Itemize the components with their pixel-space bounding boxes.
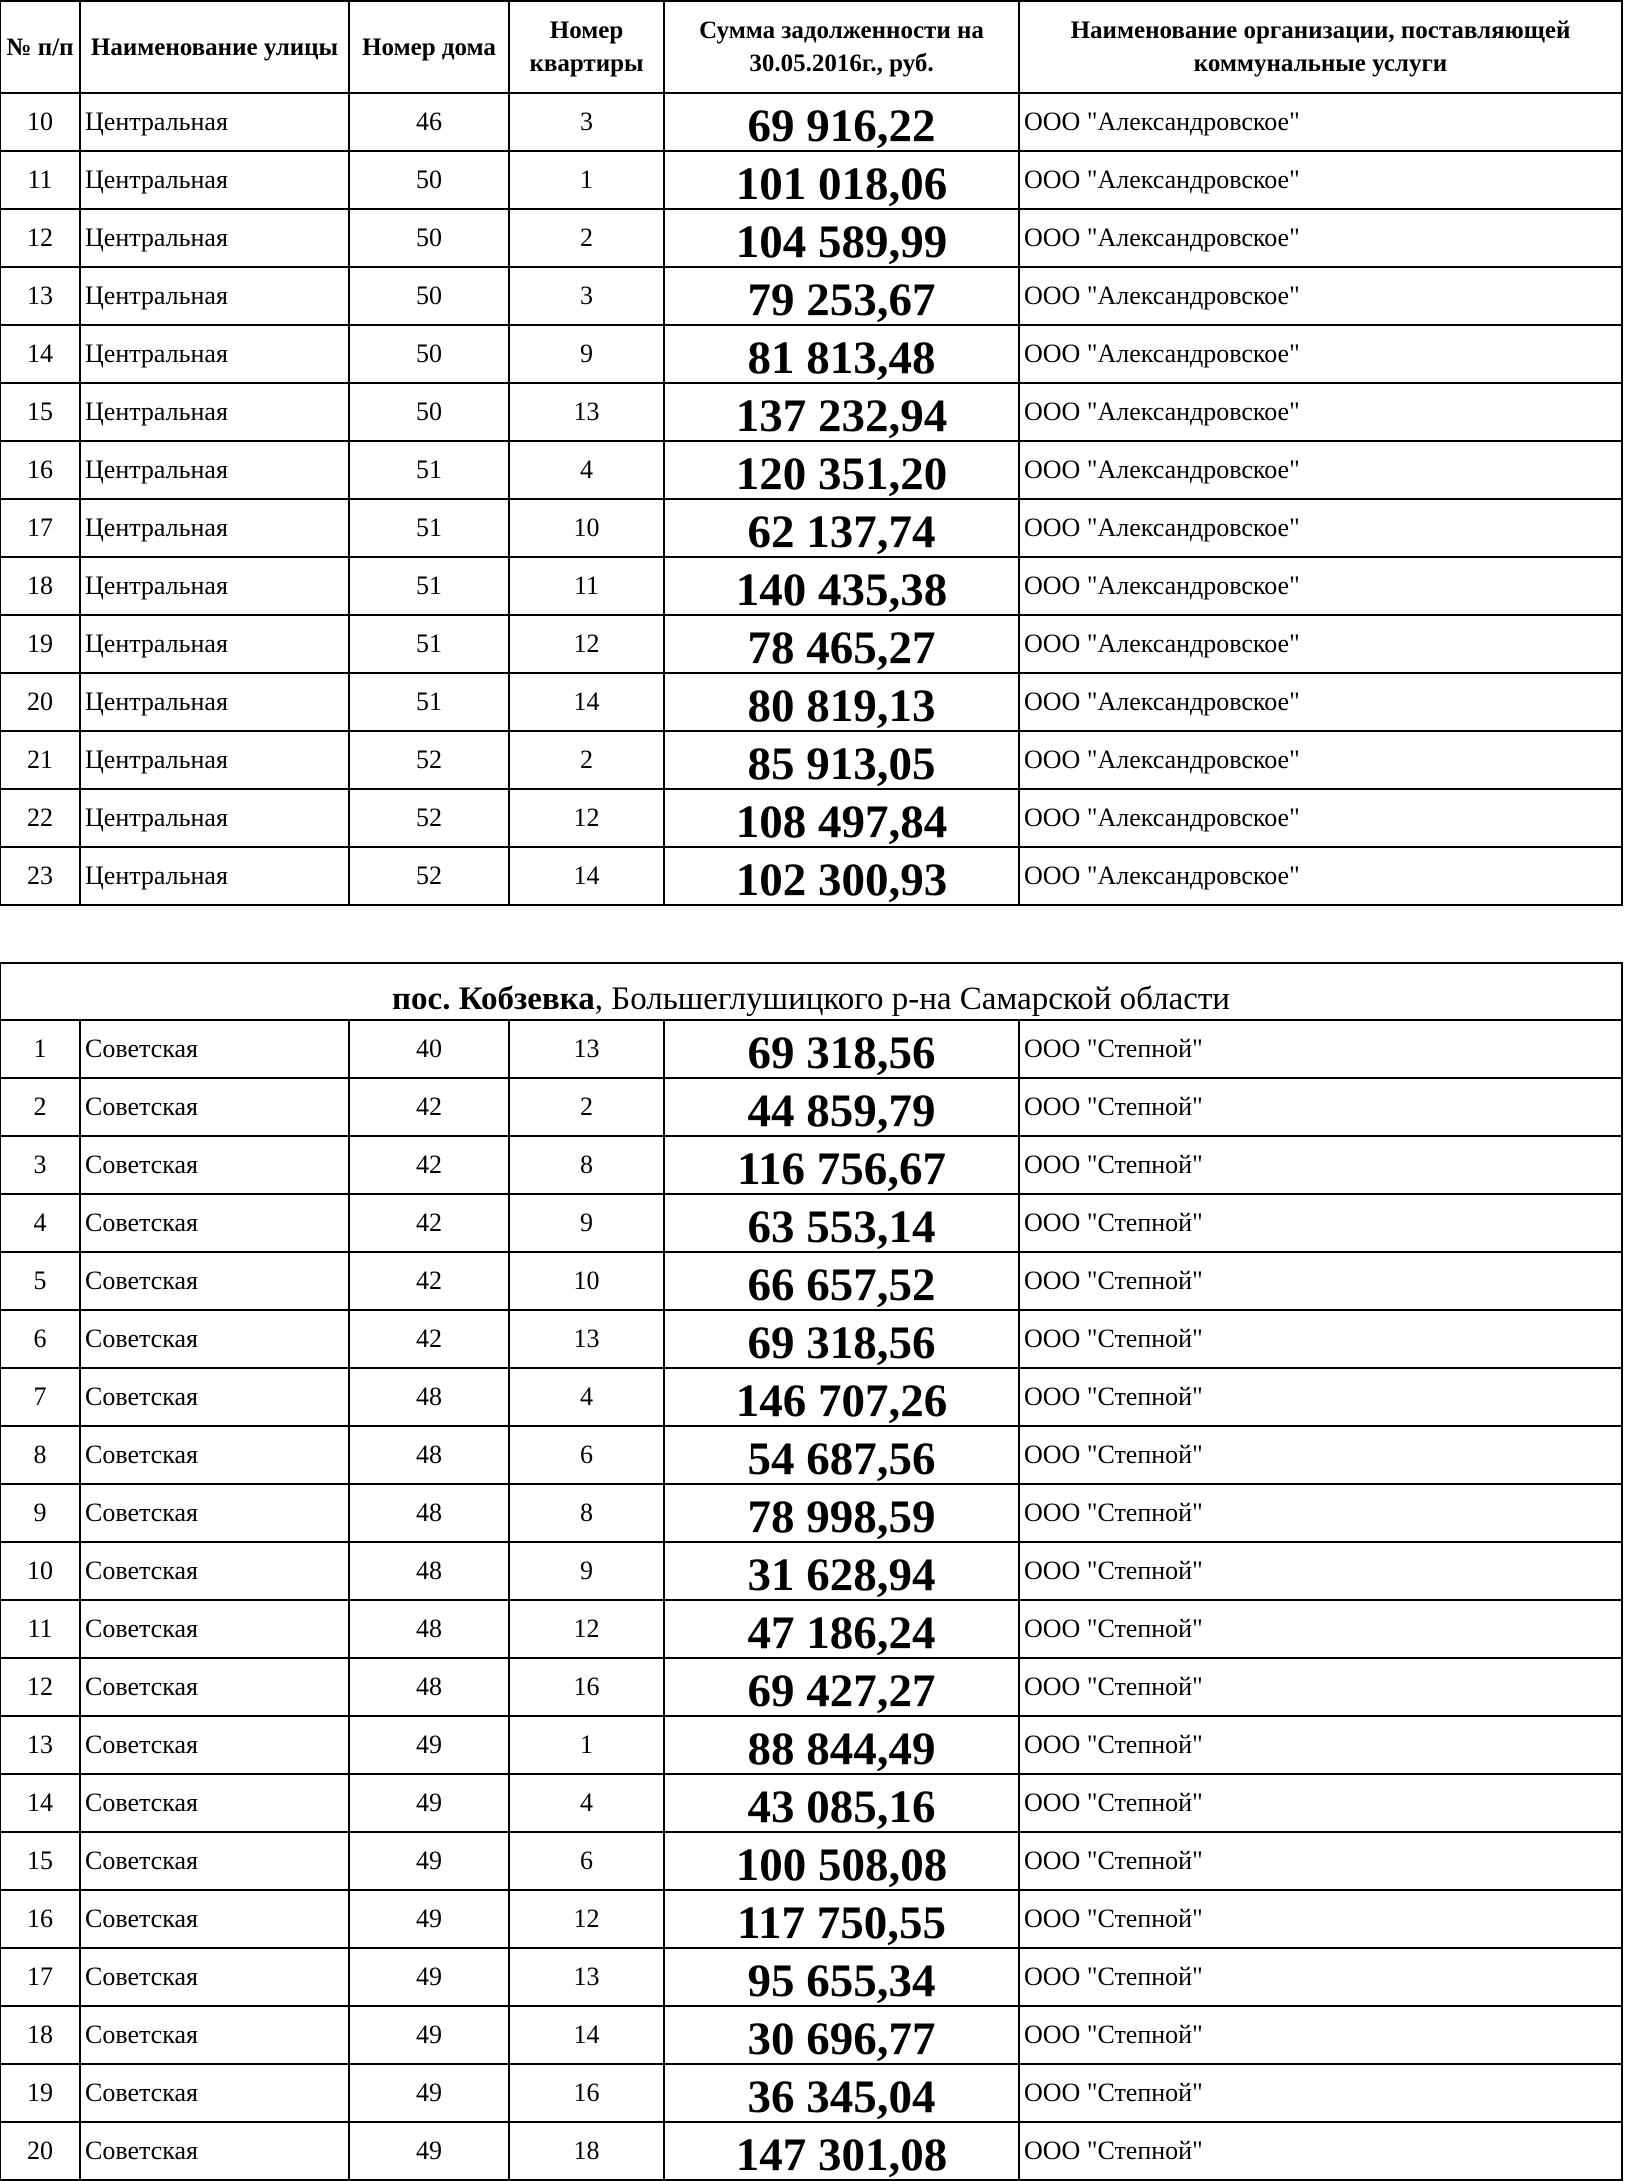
organization-name: ООО "Александровское" xyxy=(1019,847,1622,905)
organization-name: ООО "Александровское" xyxy=(1019,673,1622,731)
row-number: 3 xyxy=(0,1136,80,1194)
house-number: 50 xyxy=(349,267,509,325)
table-row xyxy=(0,325,1622,383)
street-name: Центральная xyxy=(80,151,349,209)
section-title xyxy=(0,963,1622,1020)
organization-name: ООО "Степной" xyxy=(1019,1426,1622,1484)
row-number: 11 xyxy=(0,151,80,209)
street-name: Советская xyxy=(80,1542,349,1600)
house-number: 51 xyxy=(349,441,509,499)
table-row xyxy=(0,151,1622,209)
house-number: 48 xyxy=(349,1542,509,1600)
row-number: 6 xyxy=(0,1310,80,1368)
street-name: Советская xyxy=(80,2064,349,2122)
street-name: Центральная xyxy=(80,383,349,441)
row-number: 13 xyxy=(0,267,80,325)
table-row xyxy=(0,499,1622,557)
table-row xyxy=(0,1136,1622,1194)
organization-name: ООО "Степной" xyxy=(1019,1832,1622,1890)
row-number: 14 xyxy=(0,1774,80,1832)
row-number: 18 xyxy=(0,557,80,615)
row-number: 18 xyxy=(0,2006,80,2064)
house-number: 50 xyxy=(349,209,509,267)
organization-name: ООО "Степной" xyxy=(1019,1890,1622,1948)
table1-body xyxy=(0,93,1622,905)
house-number: 49 xyxy=(349,2122,509,2180)
street-name: Советская xyxy=(80,1658,349,1716)
street-name: Советская xyxy=(80,1774,349,1832)
apartment-number: 9 xyxy=(509,1194,664,1252)
table-row xyxy=(0,847,1622,905)
debt-amount: 120 351,20 xyxy=(664,441,1019,499)
debt-amount: 47 186,24 xyxy=(664,1600,1019,1658)
organization-name: ООО "Степной" xyxy=(1019,2064,1622,2122)
street-name: Центральная xyxy=(80,789,349,847)
apartment-number: 14 xyxy=(509,673,664,731)
street-name: Центральная xyxy=(80,615,349,673)
house-number: 48 xyxy=(349,1600,509,1658)
organization-name: ООО "Александровское" xyxy=(1019,731,1622,789)
row-number: 20 xyxy=(0,2122,80,2180)
table-row xyxy=(0,1426,1622,1484)
debt-amount: 79 253,67 xyxy=(664,267,1019,325)
street-name: Центральная xyxy=(80,731,349,789)
street-name: Советская xyxy=(80,2122,349,2180)
organization-name: ООО "Александровское" xyxy=(1019,325,1622,383)
table-row xyxy=(0,383,1622,441)
apartment-number: 10 xyxy=(509,499,664,557)
house-number: 42 xyxy=(349,1194,509,1252)
table-row xyxy=(0,93,1622,151)
organization-name: ООО "Степной" xyxy=(1019,1600,1622,1658)
row-number: 19 xyxy=(0,2064,80,2122)
row-number: 5 xyxy=(0,1252,80,1310)
table-row xyxy=(0,615,1622,673)
row-number: 17 xyxy=(0,499,80,557)
street-name: Советская xyxy=(80,1368,349,1426)
organization-name: ООО "Степной" xyxy=(1019,1542,1622,1600)
apartment-number: 14 xyxy=(509,847,664,905)
street-name: Советская xyxy=(80,1252,349,1310)
organization-name: ООО "Степной" xyxy=(1019,1484,1622,1542)
apartment-number: 4 xyxy=(509,441,664,499)
street-name: Центральная xyxy=(80,557,349,615)
organization-name: ООО "Степной" xyxy=(1019,1948,1622,2006)
house-number: 49 xyxy=(349,2064,509,2122)
organization-name: ООО "Александровское" xyxy=(1019,441,1622,499)
apartment-number: 8 xyxy=(509,1136,664,1194)
table-gap xyxy=(0,906,1626,962)
apartment-number: 13 xyxy=(509,383,664,441)
organization-name: ООО "Александровское" xyxy=(1019,615,1622,673)
street-name: Советская xyxy=(80,1600,349,1658)
table-row xyxy=(0,557,1622,615)
house-number: 49 xyxy=(349,2006,509,2064)
organization-name: ООО "Александровское" xyxy=(1019,267,1622,325)
organization-name: ООО "Степной" xyxy=(1019,1774,1622,1832)
table-row xyxy=(0,1716,1622,1774)
debt-amount: 69 318,56 xyxy=(664,1310,1019,1368)
debt-amount: 78 465,27 xyxy=(664,615,1019,673)
street-name: Советская xyxy=(80,1136,349,1194)
house-number: 51 xyxy=(349,615,509,673)
organization-name: ООО "Степной" xyxy=(1019,2122,1622,2180)
table-row xyxy=(0,1368,1622,1426)
row-number: 15 xyxy=(0,1832,80,1890)
debt-amount: 95 655,34 xyxy=(664,1948,1019,2006)
debt-amount: 108 497,84 xyxy=(664,789,1019,847)
street-name: Центральная xyxy=(80,209,349,267)
table-row xyxy=(0,2064,1622,2122)
table-row xyxy=(0,1542,1622,1600)
table-row xyxy=(0,1658,1622,1716)
apartment-number: 2 xyxy=(509,209,664,267)
table-row xyxy=(0,1310,1622,1368)
row-number: 15 xyxy=(0,383,80,441)
table-row xyxy=(0,1252,1622,1310)
house-number: 49 xyxy=(349,1948,509,2006)
row-number: 12 xyxy=(0,1658,80,1716)
apartment-number: 6 xyxy=(509,1832,664,1890)
house-number: 50 xyxy=(349,151,509,209)
house-number: 49 xyxy=(349,1832,509,1890)
table-header-row xyxy=(0,1,1622,93)
row-number: 4 xyxy=(0,1194,80,1252)
house-number: 48 xyxy=(349,1368,509,1426)
street-name: Советская xyxy=(80,1484,349,1542)
apartment-number: 13 xyxy=(509,1948,664,2006)
house-number: 52 xyxy=(349,847,509,905)
row-number: 8 xyxy=(0,1426,80,1484)
debt-amount: 66 657,52 xyxy=(664,1252,1019,1310)
table-row xyxy=(0,1020,1622,1078)
apartment-number: 12 xyxy=(509,1600,664,1658)
apartment-number: 16 xyxy=(509,1658,664,1716)
house-number: 46 xyxy=(349,93,509,151)
street-name: Советская xyxy=(80,1890,349,1948)
table-row xyxy=(0,1832,1622,1890)
row-number: 23 xyxy=(0,847,80,905)
row-number: 21 xyxy=(0,731,80,789)
table-row xyxy=(0,731,1622,789)
street-name: Центральная xyxy=(80,847,349,905)
header-organization: Наименование организации, поставляющей коммунальные услуги xyxy=(1019,1,1622,93)
apartment-number: 4 xyxy=(509,1774,664,1832)
organization-name: ООО "Александровское" xyxy=(1019,383,1622,441)
header-street: Наименование улицы xyxy=(80,1,349,93)
house-number: 50 xyxy=(349,325,509,383)
organization-name: ООО "Александровское" xyxy=(1019,93,1622,151)
section-title-rest: , Большеглушицкого р-на Самарской области xyxy=(594,981,1230,1017)
table-row xyxy=(0,267,1622,325)
table-row xyxy=(0,2122,1622,2180)
apartment-number: 4 xyxy=(509,1368,664,1426)
header-apartment: Номер квартиры xyxy=(509,1,664,93)
row-number: 13 xyxy=(0,1716,80,1774)
debt-amount: 36 345,04 xyxy=(664,2064,1019,2122)
debt-amount: 69 318,56 xyxy=(664,1020,1019,1078)
apartment-number: 14 xyxy=(509,2006,664,2064)
table-row xyxy=(0,2006,1622,2064)
debt-amount: 78 998,59 xyxy=(664,1484,1019,1542)
organization-name: ООО "Степной" xyxy=(1019,1078,1622,1136)
debt-amount: 81 813,48 xyxy=(664,325,1019,383)
street-name: Центральная xyxy=(80,673,349,731)
debt-amount: 117 750,55 xyxy=(664,1890,1019,1948)
street-name: Советская xyxy=(80,1310,349,1368)
table-row xyxy=(0,441,1622,499)
row-number: 19 xyxy=(0,615,80,673)
apartment-number: 10 xyxy=(509,1252,664,1310)
organization-name: ООО "Степной" xyxy=(1019,1194,1622,1252)
apartment-number: 9 xyxy=(509,1542,664,1600)
organization-name: ООО "Степной" xyxy=(1019,1716,1622,1774)
table-row xyxy=(0,1600,1622,1658)
debt-amount: 116 756,67 xyxy=(664,1136,1019,1194)
row-number: 7 xyxy=(0,1368,80,1426)
row-number: 16 xyxy=(0,1890,80,1948)
house-number: 52 xyxy=(349,731,509,789)
debt-amount: 54 687,56 xyxy=(664,1426,1019,1484)
house-number: 42 xyxy=(349,1252,509,1310)
row-number: 10 xyxy=(0,93,80,151)
street-name: Центральная xyxy=(80,325,349,383)
debt-amount: 146 707,26 xyxy=(664,1368,1019,1426)
debt-amount: 43 085,16 xyxy=(664,1774,1019,1832)
house-number: 49 xyxy=(349,1716,509,1774)
table-row xyxy=(0,209,1622,267)
apartment-number: 1 xyxy=(509,1716,664,1774)
house-number: 50 xyxy=(349,383,509,441)
house-number: 42 xyxy=(349,1310,509,1368)
house-number: 48 xyxy=(349,1426,509,1484)
organization-name: ООО "Степной" xyxy=(1019,1252,1622,1310)
house-number: 49 xyxy=(349,1774,509,1832)
header-num: № п/п xyxy=(0,1,80,93)
section-title-row xyxy=(0,963,1622,1020)
debt-amount: 147 301,08 xyxy=(664,2122,1019,2180)
debt-amount: 85 913,05 xyxy=(664,731,1019,789)
apartment-number: 6 xyxy=(509,1426,664,1484)
house-number: 51 xyxy=(349,499,509,557)
row-number: 2 xyxy=(0,1078,80,1136)
row-number: 9 xyxy=(0,1484,80,1542)
house-number: 42 xyxy=(349,1136,509,1194)
organization-name: ООО "Александровское" xyxy=(1019,151,1622,209)
section-title-bold: пос. Кобзевка xyxy=(392,981,595,1017)
debt-table-kobzevka xyxy=(0,962,1623,2181)
debt-amount: 100 508,08 xyxy=(664,1832,1019,1890)
street-name: Центральная xyxy=(80,441,349,499)
debt-amount: 140 435,38 xyxy=(664,557,1019,615)
table-row xyxy=(0,789,1622,847)
organization-name: ООО "Александровское" xyxy=(1019,789,1622,847)
header-house: Номер дома xyxy=(349,1,509,93)
house-number: 51 xyxy=(349,557,509,615)
street-name: Центральная xyxy=(80,499,349,557)
street-name: Советская xyxy=(80,1716,349,1774)
debt-amount: 102 300,93 xyxy=(664,847,1019,905)
debt-table xyxy=(0,0,1623,906)
table-row xyxy=(0,1078,1622,1136)
debt-amount: 62 137,74 xyxy=(664,499,1019,557)
apartment-number: 8 xyxy=(509,1484,664,1542)
organization-name: ООО "Александровское" xyxy=(1019,499,1622,557)
apartment-number: 11 xyxy=(509,557,664,615)
debt-amount: 101 018,06 xyxy=(664,151,1019,209)
table-row xyxy=(0,1948,1622,2006)
street-name: Советская xyxy=(80,1020,349,1078)
debt-amount: 30 696,77 xyxy=(664,2006,1019,2064)
street-name: Советская xyxy=(80,1948,349,2006)
row-number: 12 xyxy=(0,209,80,267)
apartment-number: 12 xyxy=(509,615,664,673)
apartment-number: 12 xyxy=(509,1890,664,1948)
debt-amount: 104 589,99 xyxy=(664,209,1019,267)
apartment-number: 13 xyxy=(509,1310,664,1368)
table-row xyxy=(0,673,1622,731)
table-row xyxy=(0,1194,1622,1252)
debt-amount: 44 859,79 xyxy=(664,1078,1019,1136)
organization-name: ООО "Степной" xyxy=(1019,2006,1622,2064)
apartment-number: 9 xyxy=(509,325,664,383)
house-number: 48 xyxy=(349,1484,509,1542)
row-number: 22 xyxy=(0,789,80,847)
street-name: Советская xyxy=(80,2006,349,2064)
street-name: Советская xyxy=(80,1078,349,1136)
house-number: 42 xyxy=(349,1078,509,1136)
debt-amount: 80 819,13 xyxy=(664,673,1019,731)
apartment-number: 3 xyxy=(509,267,664,325)
house-number: 49 xyxy=(349,1890,509,1948)
debt-amount: 31 628,94 xyxy=(664,1542,1019,1600)
row-number: 14 xyxy=(0,325,80,383)
apartment-number: 12 xyxy=(509,789,664,847)
organization-name: ООО "Степной" xyxy=(1019,1658,1622,1716)
street-name: Центральная xyxy=(80,93,349,151)
apartment-number: 16 xyxy=(509,2064,664,2122)
street-name: Советская xyxy=(80,1832,349,1890)
street-name: Центральная xyxy=(80,267,349,325)
organization-name: ООО "Степной" xyxy=(1019,1310,1622,1368)
table-row xyxy=(0,1774,1622,1832)
row-number: 16 xyxy=(0,441,80,499)
debt-amount: 69 427,27 xyxy=(664,1658,1019,1716)
organization-name: ООО "Александровское" xyxy=(1019,209,1622,267)
row-number: 17 xyxy=(0,1948,80,2006)
table-row xyxy=(0,1484,1622,1542)
row-number: 10 xyxy=(0,1542,80,1600)
apartment-number: 18 xyxy=(509,2122,664,2180)
house-number: 52 xyxy=(349,789,509,847)
apartment-number: 13 xyxy=(509,1020,664,1078)
table2-body xyxy=(0,963,1622,2180)
house-number: 51 xyxy=(349,673,509,731)
street-name: Советская xyxy=(80,1426,349,1484)
street-name: Советская xyxy=(80,1194,349,1252)
apartment-number: 2 xyxy=(509,731,664,789)
debt-amount: 88 844,49 xyxy=(664,1716,1019,1774)
organization-name: ООО "Степной" xyxy=(1019,1020,1622,1078)
debt-amount: 137 232,94 xyxy=(664,383,1019,441)
apartment-number: 3 xyxy=(509,93,664,151)
apartment-number: 2 xyxy=(509,1078,664,1136)
organization-name: ООО "Александровское" xyxy=(1019,557,1622,615)
organization-name: ООО "Степной" xyxy=(1019,1368,1622,1426)
row-number: 1 xyxy=(0,1020,80,1078)
row-number: 11 xyxy=(0,1600,80,1658)
house-number: 48 xyxy=(349,1658,509,1716)
debt-amount: 69 916,22 xyxy=(664,93,1019,151)
header-debt: Сумма задолженности на 30.05.2016г., руб. xyxy=(664,1,1019,93)
apartment-number: 1 xyxy=(509,151,664,209)
debt-amount: 63 553,14 xyxy=(664,1194,1019,1252)
organization-name: ООО "Степной" xyxy=(1019,1136,1622,1194)
table-row xyxy=(0,1890,1622,1948)
row-number: 20 xyxy=(0,673,80,731)
house-number: 40 xyxy=(349,1020,509,1078)
